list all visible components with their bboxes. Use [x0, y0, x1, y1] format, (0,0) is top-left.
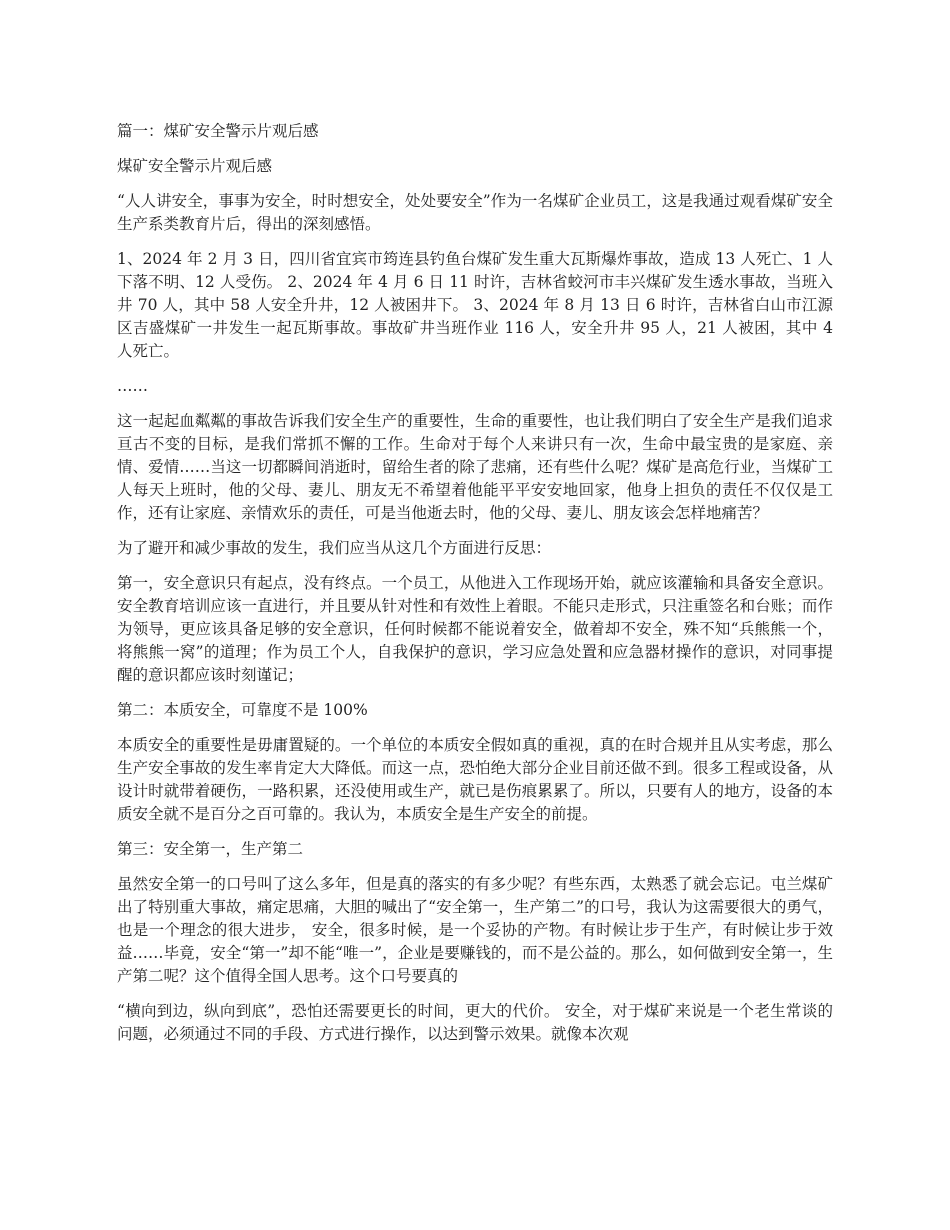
- paragraph-reflection-intro: 为了避开和减少事故的发生，我们应当从这几个方面进行反思：: [117, 539, 552, 557]
- paragraph-accidents: 1、2024 年 2 月 3 日，四川省宜宾市筠连县钓鱼台煤矿发生重大瓦斯爆炸事故，造成 13 人死亡、1 人下落不明、12 人受伤。 2、2024 年 4 月 6 日 11 时许，吉林省蛟河市丰兴煤矿发生透水事故，当班入井 70 人，其中 58 人安全升井，12 人被困井下。 3、2024 年 8 月 13 日 6 时许，吉林省白山市江源区吉盛煤矿一井发生一起瓦斯事故。事故矿井当班作业 116 人，安全升井 95 人，21 人被困，其中 4 人死亡。: [117, 250, 833, 360]
- paragraph-point-three: 虽然安全第一的口号叫了这么多年，但是真的落实的有多少呢？有些东西，太熟悉了就会忘记。屯兰煤矿出了特别重大事故，痛定思痛，大胆的喊出了“安全第一，生产第二”的口号，我认为这需要很大的勇气，也是一个理念的很大进步， 安全，很多时候，是一个妥协的产物。有时候让步于生产，有时候让步于效益……毕竟，安全“第一”却不能“唯一”，企业是要赚钱的，而不是公益的。那么，如何做到安全第一，生产第二呢？这个值得全国人思考。这个口号要真的: [117, 875, 833, 985]
- paragraph-point-two: 本质安全的重要性是毋庸置疑的。一个单位的本质安全假如真的重视，真的在时合规并且从实考虑，那么生产安全事故的发生率肯定大大降低。而这一点，恐怕绝大部分企业目前还做不到。很多工程或设备，从设计时就带着硬伤，一路积累，还没使用或生产，就已是伤痕累累了。所以，只要有人的地方，设备的本质安全就不是百分之百可靠的。我认为，本质安全是生产安全的前提。: [117, 736, 833, 823]
- section-title-point-three: 第三：安全第一，生产第二: [117, 840, 304, 858]
- paragraph-lesson: 这一起起血粼粼的事故告诉我们安全生产的重要性，生命的重要性，也让我们明白了安全生产是我们追求亘古不变的目标，是我们常抓不懈的工作。生命对于每个人来讲只有一次，生命中最宝贵的是家庭、亲情、爱情……当这一切都瞬间消逝时，留给生者的除了悲痛，还有些什么呢？煤矿是高危行业，当煤矿工人每天上班时，他的父母、妻儿、朋友无不希望着他能平平安安地回家，他身上担负的责任不仅仅是工作，还有让家庭、亲情欢乐的责任，可是当他逝去时，他的父母、妻儿、朋友该会怎样地痛苦？: [117, 412, 833, 522]
- paragraph-closing: “横向到边，纵向到底”，恐怕还需要更长的时间，更大的代价。 安全，对于煤矿来说是一个老生常谈的问题，必须通过不同的手段、方式进行操作，以达到警示效果。就像本次观: [117, 1002, 833, 1043]
- paragraph-intro: “人人讲安全，事事为安全，时时想安全，处处要安全”作为一名煤矿企业员工，这是我通过观看煤矿安全生产系类教育片后，得出的深刻感悟。: [117, 192, 833, 233]
- document-heading: 篇一：煤矿安全警示片观后感: [117, 122, 319, 140]
- document-body: [117, 120, 833, 1058]
- document-subheading: 煤矿安全警示片观后感: [117, 157, 273, 175]
- paragraph-point-one: 第一，安全意识只有起点，没有终点。一个员工，从他进入工作现场开始，就应该灌输和具备安全意识。安全教育培训应该一直进行，并且要从针对性和有效性上着眼。不能只走形式，只注重签名和台账；而作为领导，更应该具备足够的安全意识，任何时候都不能说着安全，做着却不安全，殊不知“兵熊熊一个，将熊熊一窝”的道理；作为员工个人，自我保护的意识，学习应急处置和应急器材操作的意识，对同事提醒的意识都应该时刻谨记；: [117, 574, 833, 684]
- section-title-point-two: 第二：本质安全，可靠度不是 100%: [117, 701, 368, 719]
- paragraph-ellipsis: ……: [117, 377, 148, 395]
